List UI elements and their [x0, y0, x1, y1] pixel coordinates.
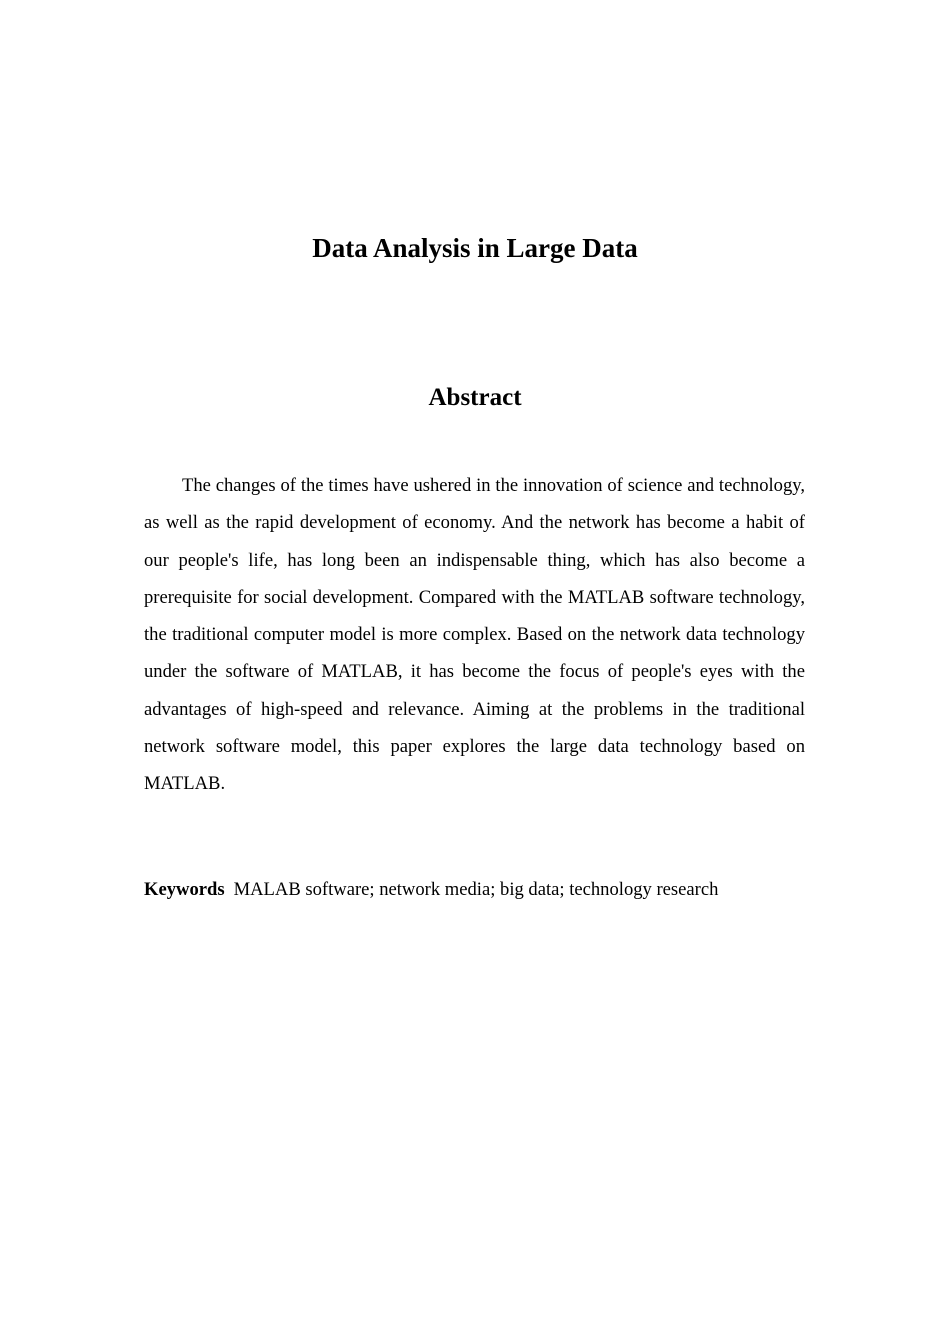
paper-title: Data Analysis in Large Data	[312, 233, 638, 263]
keywords-label: Keywords	[144, 879, 225, 900]
abstract-heading: Abstract	[428, 384, 522, 411]
abstract-text: The changes of the times have ushered in the innovation of science and technology, as well as the rapid development of economy. And the network has become a habit of our people's life, has long been an indispensable thing, which has also become a prerequisite for social development. Compared with the MATLAB software technology, the traditional computer model is more complex. Based on the network data technology under the software of MATLAB, it has become the focus of people's eyes with the advantages of high-speed and relevance. Aiming at the problems in the traditional network software model, this paper explores the large data technology based on MATLAB.	[144, 475, 805, 795]
keywords-line	[144, 873, 844, 907]
keywords-text: MALAB software; network media; big data; technology research	[233, 879, 719, 900]
